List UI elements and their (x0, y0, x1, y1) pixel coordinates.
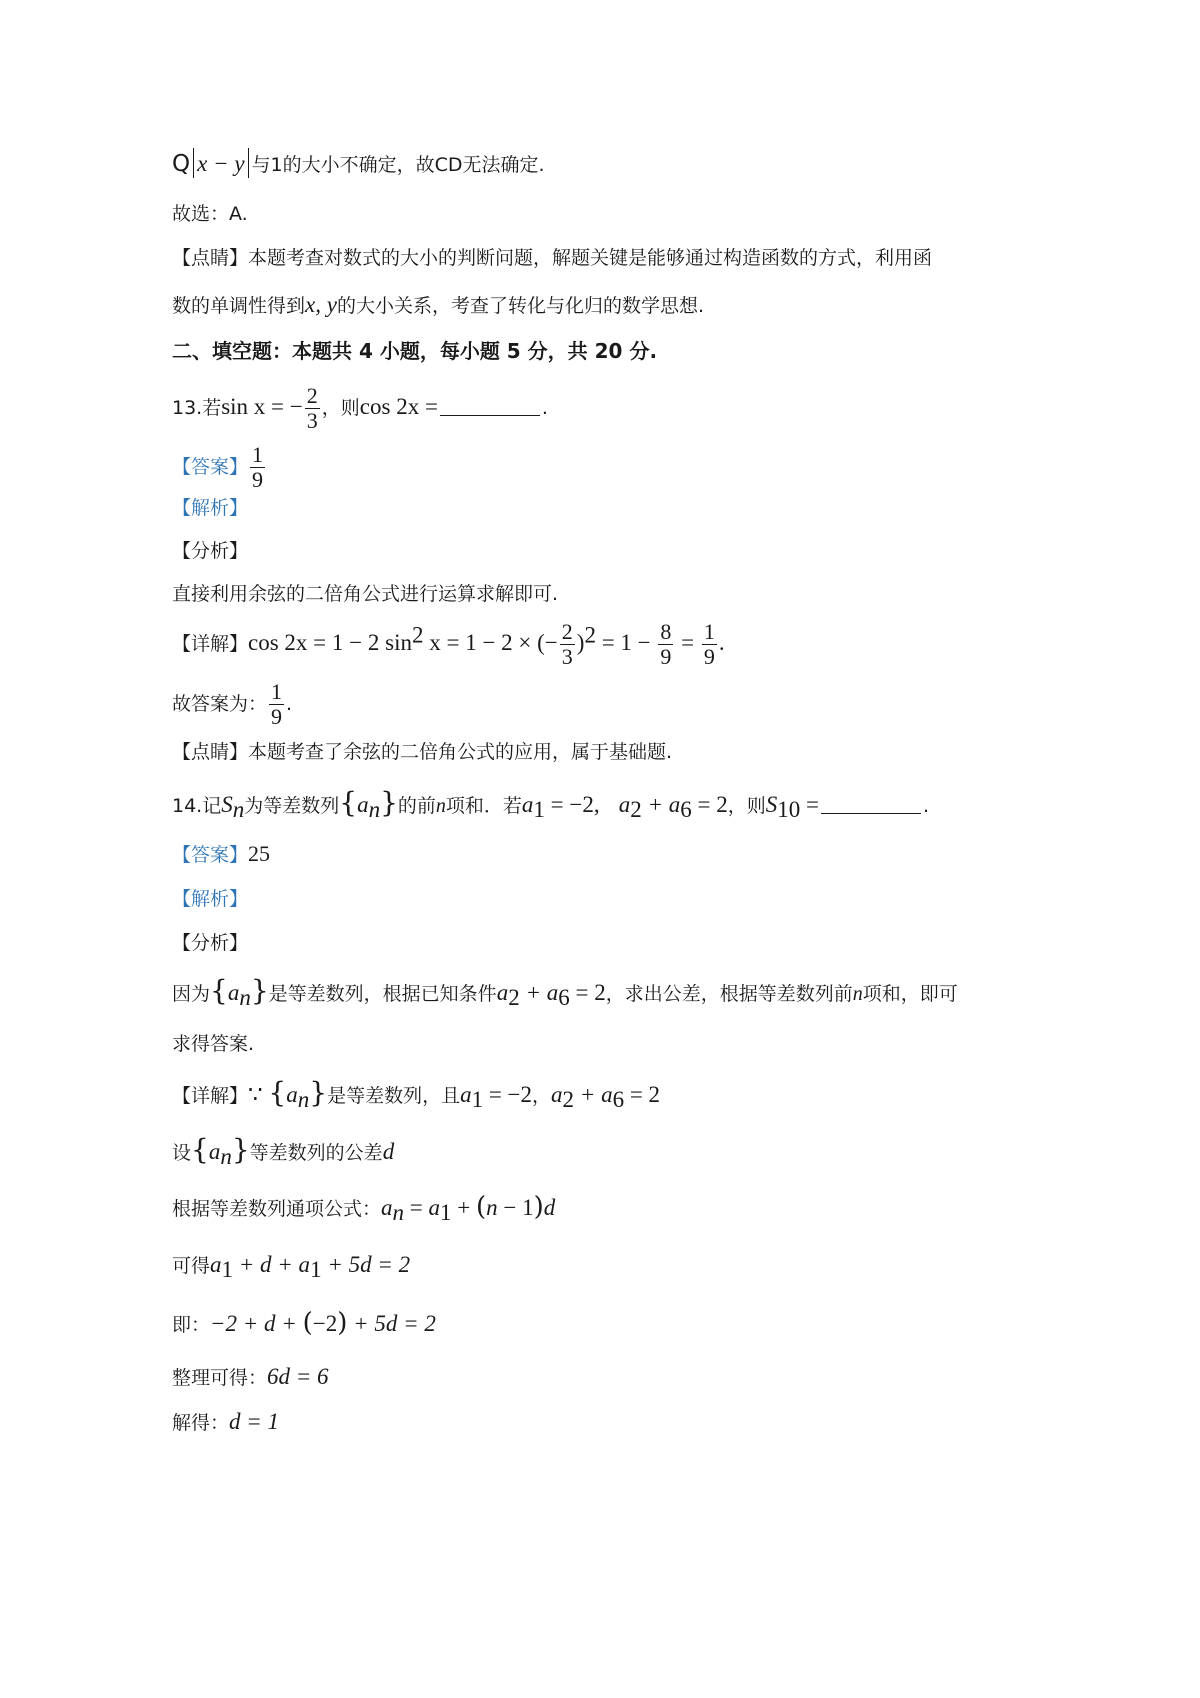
q14-c2-rhs: = 2 (691, 792, 728, 817)
s2-an-sub: n (392, 1200, 405, 1225)
detail13-p3: ) (576, 630, 585, 655)
analysis-tag-13: 【解析】 (172, 497, 249, 519)
answer-13 (172, 443, 267, 492)
s2-plus: + (451, 1195, 476, 1220)
paren-open: ( (302, 1308, 313, 1338)
s4-a: −2 + d + (210, 1311, 303, 1336)
d14-p3: ， (532, 1085, 552, 1107)
section-heading: 二、填空题：本题共 4 小题，每小题 5 分，共 20 分. (172, 339, 658, 363)
answer-tag: 【答案】 (172, 456, 249, 478)
q14-S10-sub: 10 (777, 797, 801, 822)
therefore-glyph: Q (172, 151, 191, 177)
q14-n: n (435, 795, 446, 817)
s5-eq: 6d = 6 (267, 1364, 329, 1389)
s2-a1-sub: 1 (440, 1200, 452, 1225)
abs-expr: x − y (197, 151, 245, 176)
answer14-value: 25 (248, 841, 271, 866)
q13-rhs: cos 2x = (359, 394, 438, 419)
s3-mid: + d + a (233, 1252, 311, 1277)
brace-close: } (380, 786, 398, 819)
brace-open: { (339, 786, 358, 819)
q14-S10: S (765, 792, 778, 817)
s2-an: a (381, 1195, 393, 1220)
q14-S: S (221, 792, 233, 817)
s3-rhs: + 5d = 2 (321, 1252, 411, 1277)
detail13-frac3 (702, 620, 717, 669)
fx14-n: n (852, 983, 863, 1005)
question-14 (172, 786, 930, 824)
breakdown-tag-13: 【分析】 (172, 540, 249, 562)
s3-a1: a (210, 1252, 222, 1277)
s2-n: n (486, 1195, 498, 1220)
s4-pre: 即： (172, 1314, 211, 1336)
s4-rhs: + 5d = 2 (347, 1311, 436, 1336)
s3-a1-sub: 1 (221, 1257, 234, 1282)
d14-c2-rhs: = 2 (624, 1082, 661, 1107)
paren-open: ( (475, 1192, 487, 1222)
q14-t3: 项和．若 (445, 795, 522, 817)
detail13-p4: = 1 − (595, 630, 657, 655)
q14-t4: ，则 (727, 795, 766, 817)
d14-a: a (286, 1082, 298, 1107)
s2-eq: = (404, 1195, 429, 1220)
final-answer-label: 故答案为： (172, 693, 268, 715)
brace-close: } (250, 974, 269, 1007)
d14-p2: 是等差数列，且 (327, 1085, 461, 1107)
step-4 (172, 1309, 436, 1339)
s4-neg2: −2 (312, 1311, 338, 1336)
s2-d: d (543, 1195, 556, 1220)
remark2-vars: x, y (305, 292, 337, 317)
fx14-c2-sub: 2 (508, 985, 520, 1010)
remark13-tag: 【点睛】 (172, 741, 249, 763)
fx14-c2-mid: + a (519, 980, 559, 1005)
abs-bar-left (193, 148, 194, 178)
remark-tag: 【点睛】 (172, 247, 249, 269)
fa13-end: . (286, 693, 293, 715)
remark-13 (172, 738, 672, 766)
s1-a-sub: n (220, 1144, 232, 1169)
d13-f1n: 2 (561, 619, 573, 644)
choice-line: 故选：A. (172, 203, 248, 225)
d14-c1-rhs: = −2 (483, 1082, 533, 1107)
q13-answer-blank[interactable] (440, 395, 540, 416)
q14-c1: a (521, 792, 534, 817)
q13-lhs: sin x = − (221, 394, 303, 419)
s1-d: d (382, 1139, 395, 1164)
paren-close: ) (533, 1192, 544, 1222)
q13-frac-num: 2 (306, 383, 318, 408)
detail-13 (172, 620, 725, 669)
step-6 (172, 1408, 279, 1437)
brace-open: { (268, 1076, 287, 1109)
detail13-p2: x = 1 − 2 × (− (423, 630, 558, 655)
step-1 (172, 1133, 395, 1171)
q13-number: 13.若 (172, 397, 222, 419)
d14-c2-sub2: 6 (612, 1087, 625, 1112)
q14-t1: 为等差数列 (244, 795, 340, 817)
breakdown-text-13: 直接利用余弦的二倍角公式进行运算求解即可. (172, 583, 559, 605)
q14-c2-mid: + a (641, 792, 681, 817)
abs-bar-right (248, 148, 249, 178)
q13-end: . (541, 397, 548, 419)
detail14-tag: 【详解】 (172, 1085, 249, 1107)
brace-open: { (191, 1133, 209, 1166)
fx14-p1: 因为 (172, 983, 211, 1005)
fx14-p4: 项和，即可 (862, 983, 958, 1005)
q13-frac-den: 3 (306, 408, 318, 433)
brace-close: } (309, 1076, 328, 1109)
answer-14 (172, 840, 270, 869)
breakdown-text-14 (172, 974, 958, 1012)
fx14-c2-sub2: 6 (558, 985, 570, 1010)
detail-14 (172, 1076, 661, 1114)
s3-a1-sub2: 1 (310, 1257, 322, 1282)
remark-line-1 (172, 244, 932, 272)
d13-f3n: 1 (703, 619, 715, 644)
q13-mid: ，则 (321, 397, 360, 419)
remark-line-2 (172, 291, 704, 320)
q14-end: . (922, 795, 930, 817)
fa13-num: 1 (271, 679, 283, 704)
detail-tag: 【详解】 (172, 633, 249, 655)
q14-c2: a (618, 792, 631, 817)
a13-den: 9 (252, 467, 264, 492)
step-2 (172, 1193, 555, 1227)
brace-close: } (231, 1133, 250, 1166)
q14-eq: = (800, 792, 819, 817)
s6-pre: 解得： (172, 1412, 230, 1434)
q14-number: 14.记 (172, 795, 222, 817)
s2-minus: − 1 (497, 1195, 534, 1220)
final-answer-fraction (269, 680, 284, 729)
d14-c2: a (551, 1082, 563, 1107)
q14-c2-sub2: 6 (680, 797, 692, 822)
fa13-den: 9 (271, 704, 283, 729)
analysis-tag-14: 【解析】 (172, 888, 249, 910)
s6-eq: d = 1 (229, 1409, 280, 1434)
fx14-p3: ，求出公差，根据等差数列前 (605, 983, 853, 1005)
fx14-p2: 是等差数列，根据已知条件 (268, 983, 497, 1005)
s2-a1: a (428, 1195, 440, 1220)
d14-c1: a (460, 1082, 472, 1107)
detail13-frac2 (658, 620, 673, 669)
d14-c2-mid: + a (574, 1082, 613, 1107)
line-abs-compare (172, 148, 545, 179)
q13-fraction (305, 384, 320, 433)
detail13-p6: . (718, 630, 725, 655)
q14-t2: 的前 (397, 795, 436, 817)
line1-text: 与1的大小不确定，故CD无法确定. (251, 154, 545, 176)
question-13 (172, 384, 548, 433)
d14-c1-sub: 1 (471, 1087, 484, 1112)
breakdown-text-14b: 求得答案. (172, 1033, 255, 1055)
s1-pre: 设 (172, 1142, 192, 1164)
step-5 (172, 1363, 329, 1392)
d13-f3d: 9 (703, 644, 715, 669)
detail13-p1: cos 2x = 1 − 2 sin (248, 630, 412, 655)
detail13-sq1: 2 (411, 622, 424, 648)
detail13-sq2: 2 (584, 622, 596, 648)
s1-a: a (208, 1139, 221, 1164)
because-icon: ∵ (248, 1082, 269, 1107)
paren-close: ) (337, 1308, 348, 1338)
a13-num: 1 (252, 442, 264, 467)
fx14-a-sub: n (239, 985, 251, 1010)
q14-answer-blank[interactable] (821, 793, 921, 814)
fx14-a: a (227, 980, 240, 1005)
remark-text: 本题考查对数式的大小的判断问题，解题关键是能够通过构造函数的方式，利用函 (248, 247, 933, 269)
q14-c1-rhs: = −2, (544, 792, 600, 817)
brace-open: { (210, 974, 228, 1007)
q14-a-sub: n (368, 797, 381, 822)
d13-f2n: 8 (660, 619, 672, 644)
fx14-c2-rhs: = 2 (569, 980, 606, 1005)
answer14-tag: 【答案】 (172, 844, 249, 866)
answer-13-fraction (250, 443, 265, 492)
final-answer-13 (172, 680, 292, 729)
breakdown-tag-14: 【分析】 (172, 932, 249, 954)
q14-a: a (357, 792, 369, 817)
remark2-pre: 数的单调性得到 (172, 295, 306, 317)
s3-pre: 可得 (172, 1255, 211, 1277)
s2-pre: 根据等差数列通项公式： (172, 1198, 382, 1220)
fx14-c2: a (496, 980, 509, 1005)
detail13-p5: = (675, 630, 700, 655)
d13-f2d: 9 (660, 644, 672, 669)
q14-S-sub: n (232, 797, 245, 822)
s1-mid: 等差数列的公差 (249, 1142, 383, 1164)
q14-c2-sub: 2 (630, 797, 642, 822)
detail13-frac1 (560, 620, 575, 669)
step-3 (172, 1251, 410, 1284)
q14-c1-sub: 1 (533, 797, 545, 822)
remark2-post: 的大小关系，考查了转化与化归的数学思想. (336, 295, 704, 317)
s5-pre: 整理可得： (172, 1367, 268, 1389)
remark13-text: 本题考查了余弦的二倍角公式的应用，属于基础题. (248, 741, 673, 763)
d14-a-sub: n (297, 1087, 310, 1112)
d13-f1d: 3 (561, 644, 573, 669)
d14-c2-sub: 2 (562, 1087, 575, 1112)
